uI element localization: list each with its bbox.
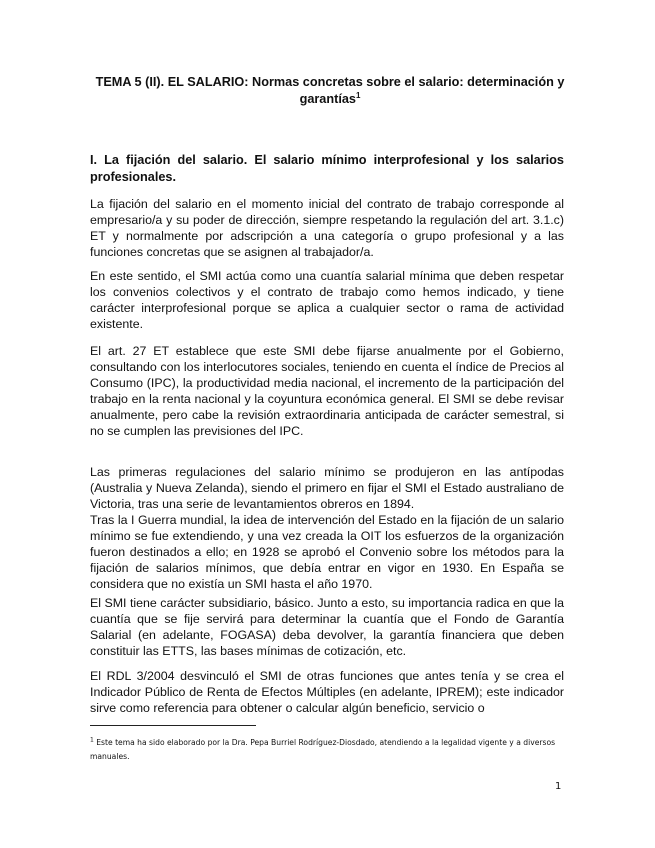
paragraph-5: Tras la I Guerra mundial, la idea de intervención del Estado en la fijación de un salario mínimo se fue extendiendo, y una vez creada la OIT los esfuerzos de la organización fueron destinados a ello; en 1928 se aprobó el Convenio sobre los métodos para la fijación de salarios mínimos, que debía entrar en vigor en 1930. En España se considera que no existía un SMI hasta el año 1970. bbox=[90, 513, 564, 591]
paragraph-4: Las primeras regulaciones del salario mínimo se produjeron en las antípodas (Australia y Nueva Zelanda), siendo el primero en fijar el SMI el Estado australiano de Victoria, tras una serie de levantamientos obreros en 1894. bbox=[90, 465, 564, 511]
title-footnote-marker: 1 bbox=[355, 90, 361, 100]
paragraph-6: El SMI tiene carácter subsidiario, básico. Junto a esto, su importancia radica en que la cuantía que se fije servirá para determinar la cuantía que el Fondo de Garantía Salarial (en adelante, FOGASA) deba devolver, la garantía financiera que deben constituir las ETTS, las bases mínimas de cotización, etc. bbox=[90, 596, 564, 658]
paragraph-2: En este sentido, el SMI actúa como una cuantía salarial mínima que deben respetar los convenios colectivos y el contrato de trabajo como hemos indicado, y tiene carácter interprofesional porque se aplica a cualquier sector o rama de actividad existente. bbox=[90, 269, 564, 331]
footnote-text: Este tema ha sido elaborado por la Dra. Pepa Burriel Rodríguez-Diosdado, atendiendo a la legalidad vigente y a diversos manuales. bbox=[90, 738, 556, 761]
paragraph-3: El art. 27 ET establece que este SMI debe fijarse anualmente por el Gobierno, consultando con los interlocutores sociales, teniendo en cuenta el índice de Precios al Consumo (IPC), la productividad media nacional, el incremento de la participación del trabajo en la renta nacional y la coyuntura económica general. El SMI se debe revisar anualmente, pero cabe la revisión extraordinaria anticipada de carácter semestral, si no se cumplen las previsiones del IPC. bbox=[90, 344, 564, 438]
section-heading: I. La fijación del salario. El salario mínimo interprofesional y los salarios profesionales. bbox=[90, 153, 564, 184]
paragraph-1: La fijación del salario en el momento inicial del contrato de trabajo corresponde al empresario/a y su poder de dirección, siempre respetando la regulación del art. 3.1.c) ET y normalmente por adscripción a una categoría o grupo profesional y a las funciones concretas que se asignen al trabajador/a. bbox=[90, 197, 564, 259]
paragraph-7: El RDL 3/2004 desvinculó el SMI de otras funciones que antes tenía y se crea el Indicador Público de Renta de Efectos Múltiples (en adelante, IPREM); este indicador sirve como referencia para obtener o calcular algún beneficio, servicio o bbox=[90, 669, 564, 715]
page-title bbox=[90, 74, 570, 108]
footnote-separator bbox=[90, 725, 256, 726]
footnote-marker: 1 bbox=[90, 736, 94, 744]
page-title-text: TEMA 5 (II). EL SALARIO: Normas concretas sobre el salario: determinación y garantías bbox=[95, 75, 565, 106]
footnote bbox=[90, 736, 566, 764]
page-number: 1 bbox=[555, 781, 562, 792]
